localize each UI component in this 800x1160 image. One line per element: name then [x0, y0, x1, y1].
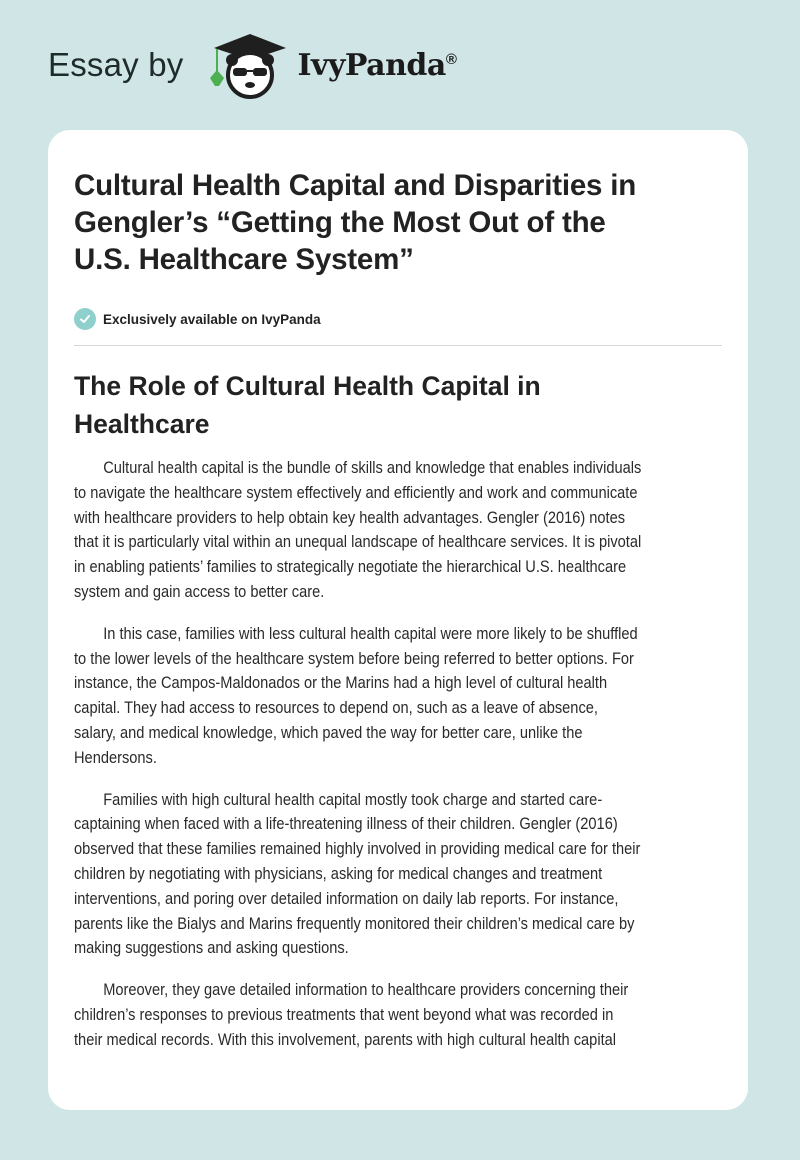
paragraph-line: to navigate the healthcare system effectively and efficiently and work and communicate: [74, 482, 638, 502]
heading-line: Healthcare: [74, 409, 210, 439]
paragraph-line: making suggestions and asking questions.: [74, 938, 349, 958]
paragraph-line: Families with high cultural health capital mostly took charge and started care-: [103, 789, 603, 809]
title-line: U.S. Healthcare System”: [74, 243, 414, 276]
paragraph-line: their medical records. With this involvement, parents with high cultural health capital: [74, 1029, 617, 1049]
paragraph-line: to the lower levels of the healthcare system before being referred to better options. For: [74, 648, 634, 668]
paragraph-line: capital. They had access to resources to depend on, such as a leave of absence,: [74, 698, 598, 718]
brand-name: IvyPanda®: [297, 47, 457, 83]
divider: [74, 345, 722, 346]
paragraph-line: that it is particularly vital within an unequal landscape of healthcare services. It is pivotal: [74, 532, 642, 552]
title-line: Cultural Health Capital and Disparities in: [74, 169, 637, 202]
essay-card: [48, 130, 748, 1110]
essay-body: [74, 456, 734, 1070]
paragraph: [74, 622, 734, 771]
paragraph-line: In this case, families with less cultural health capital were more likely to be shuffled: [103, 623, 638, 643]
essay-by-label: Essay by: [48, 46, 184, 83]
paragraph-line: parents like the Bialys and Marins frequently monitored their children’s medical care by: [74, 913, 635, 933]
paragraph-line: instance, the Campos-Maldonados or the Marins had a high level of cultural health: [74, 673, 608, 693]
check-icon: [74, 308, 96, 330]
title-line: Gengler’s “Getting the Most Out of the: [74, 206, 606, 239]
paragraph-line: Cultural health capital is the bundle of skills and knowledge that enables individuals: [103, 458, 642, 477]
section-heading: [74, 367, 541, 443]
paragraph-line: captaining when faced with a life-threatening illness of their children. Gengler (2016): [74, 814, 618, 834]
exclusive-badge: [74, 308, 321, 330]
paragraph: [74, 788, 734, 962]
essay-title: [74, 167, 744, 278]
badge-text: Exclusively available on IvyPanda: [103, 311, 321, 327]
paragraph: [74, 456, 734, 605]
paragraph-line: system and gain access to better care.: [74, 581, 325, 601]
paragraph-line: children by negotiating with physicians, asking for medical changes and treatment: [74, 863, 603, 883]
paragraph-line: in enabling patients’ families to strategically negotiate the hierarchical U.S. healthcare: [74, 557, 627, 577]
paragraph-line: with healthcare providers to help obtain key health advantages. Gengler (2016) notes: [74, 507, 626, 527]
panda-logo-icon: [204, 30, 292, 100]
site-header-logo[interactable]: [48, 30, 456, 100]
paragraph: [74, 978, 734, 1052]
paragraph-line: interventions, and poring over detailed information on daily lab reports. For instance,: [74, 888, 619, 908]
paragraph-line: salary, and medical knowledge, which paved the way for better care, unlike the: [74, 722, 583, 742]
paragraph-line: Moreover, they gave detailed information to healthcare providers concerning their: [103, 980, 629, 1000]
paragraph-line: Hendersons.: [74, 747, 157, 767]
paragraph-line: observed that these families remained highly involved in providing medical care for their: [74, 839, 641, 859]
paragraph-line: children’s responses to previous treatments that went beyond what was recorded in: [74, 1004, 614, 1024]
heading-line: The Role of Cultural Health Capital in: [74, 371, 541, 401]
